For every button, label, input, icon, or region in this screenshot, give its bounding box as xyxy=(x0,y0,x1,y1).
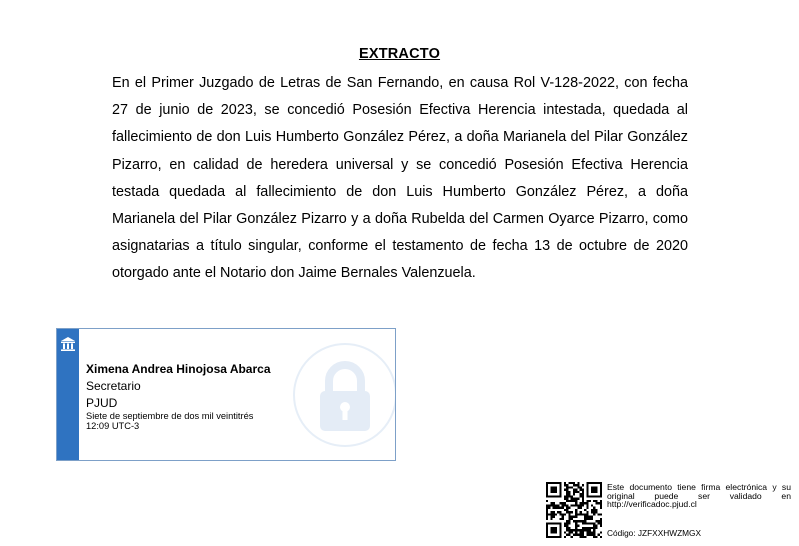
signature-time: 12:09 UTC-3 xyxy=(86,421,140,431)
signer-organization: PJUD xyxy=(86,396,118,410)
document-body: En el Primer Juzgado de Letras de San Fernando, en causa Rol V-128-2022, con fecha 27 de junio de 2023, se concedió Posesión Efectiva Herencia intestada, quedada al fallecimiento de don Luis Humberto González Pérez, a doña Marianela del Pilar González Pizarro, en calidad de heredera universal y se concedió Posesión Efectiva Herencia testada quedada al fallecimiento de don Luis Humberto González Pérez, a doña Marianela del Pilar González Pizarro y a doña Rubelda del Carmen Oyarce Pizarro, como asignatarias a título singular, conforme el testamento de fecha 13 de octubre de 2020 otorgado ante el Notario don Jaime Bernales Valenzuela. xyxy=(112,75,688,282)
qr-code-icon xyxy=(546,482,602,538)
signature-box xyxy=(56,328,396,461)
verification-text: Este documento tiene firma electrónica y su original puede ser validado en http://verificadoc.pjud.cl xyxy=(607,482,791,510)
signer-role: Secretario xyxy=(86,379,141,393)
document-title: EXTRACTO xyxy=(358,46,441,62)
verification-block xyxy=(546,482,796,540)
signature-date: Siete de septiembre de dos mil veintitrés xyxy=(86,411,254,421)
courthouse-icon xyxy=(60,336,76,352)
signature-sidebar xyxy=(57,329,79,460)
padlock-icon xyxy=(293,343,396,447)
verification-code: Código: JZFXXHWZMGX xyxy=(607,528,702,538)
signer-name: Ximena Andrea Hinojosa Abarca xyxy=(86,362,271,376)
signature-timestamp xyxy=(86,411,253,431)
